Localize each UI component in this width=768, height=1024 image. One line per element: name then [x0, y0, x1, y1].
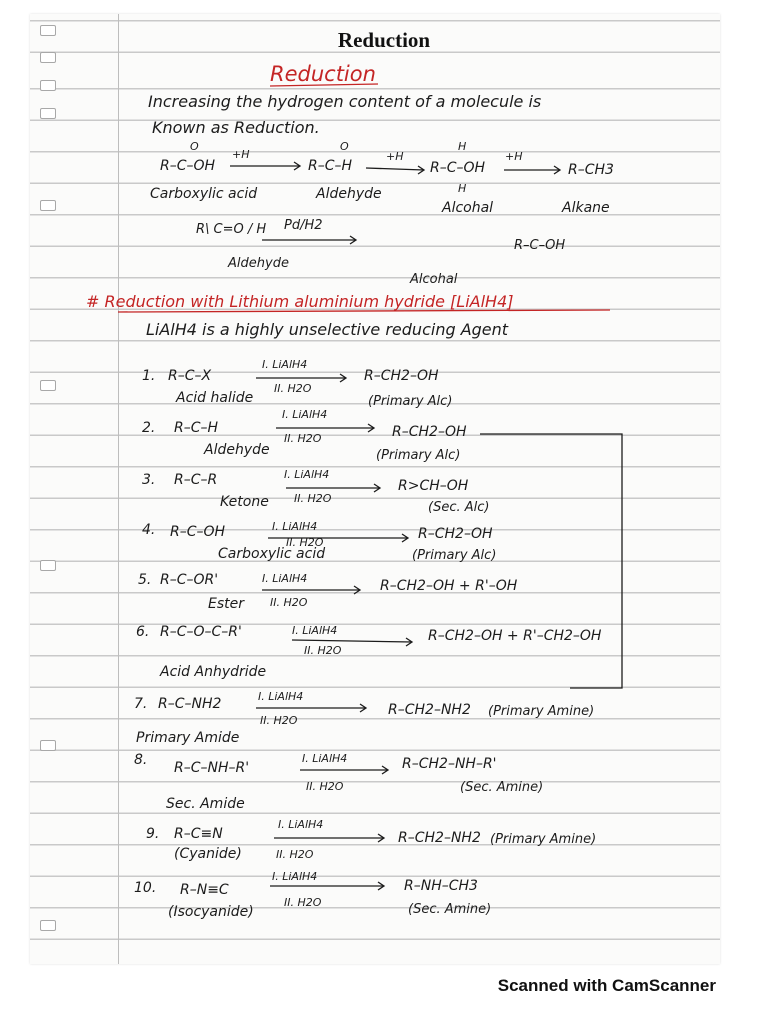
reaction-9-reactant: R–C≡N [174, 826, 223, 842]
reaction-4-reagent-bottom: II. H2O [286, 536, 324, 549]
reaction-1-product: R–CH2–OH [364, 368, 439, 384]
reaction-1-reagent-top: I. LiAlH4 [262, 358, 308, 371]
hydrogenation-reactant: R\ C=O / H [196, 222, 267, 237]
reaction-1-reactant: R–C–X [168, 368, 212, 384]
reaction-5-number: 5. [138, 572, 152, 588]
reaction-4-product: R–CH2–OH [418, 526, 493, 542]
reaction-2-number: 2. [142, 420, 156, 436]
reaction-7-reagent-bottom: II. H2O [260, 714, 298, 727]
arrow-3 [286, 484, 380, 492]
reaction-4-number: 4. [142, 522, 156, 538]
arrow-6 [292, 638, 412, 646]
scanner-watermark: Scanned with CamScanner [497, 976, 716, 995]
definition-line-1: Increasing the hydrogen content of a molecule is [148, 92, 542, 111]
reaction-4-reagent-top: I. LiAlH4 [272, 520, 318, 533]
reaction-5-product: R–CH2–OH + R'–OH [380, 578, 518, 594]
reaction-9-number: 9. [146, 826, 160, 842]
chain-formula-4: R–CH3 [568, 162, 614, 178]
page-title: Reduction [337, 28, 431, 52]
reaction-3-reactant: R–C–R [174, 472, 218, 488]
reaction-5-name: Ester [208, 596, 244, 612]
reaction-8-number: 8. [134, 752, 148, 768]
reaction-4-note: (Primary Alc) [412, 548, 497, 563]
reaction-6-reagent-bottom: II. H2O [304, 644, 342, 657]
reaction-5-reagent-bottom: II. H2O [270, 596, 308, 609]
reaction-9-reagent-bottom: II. H2O [276, 848, 314, 861]
reaction-7-reactant: R–C–NH2 [158, 696, 222, 712]
arrow-9 [274, 834, 384, 842]
reaction-7-number: 7. [134, 696, 148, 712]
reaction-10-reagent-top: I. LiAlH4 [272, 870, 318, 883]
reaction-9-name: (Cyanide) [174, 846, 242, 862]
reaction-2-product: R–CH2–OH [392, 424, 467, 440]
reaction-3-reagent-top: I. LiAlH4 [284, 468, 330, 481]
reaction-1-name: Acid halide [176, 390, 254, 406]
reaction-1-reagent-bottom: II. H2O [274, 382, 312, 395]
chain-label-4: Alkane [562, 200, 610, 216]
reaction-3-reagent-bottom: II. H2O [294, 492, 332, 505]
reaction-9-product: R–CH2–NH2 [398, 830, 481, 846]
reaction-1-number: 1. [142, 368, 156, 384]
chain-formula-2: R–C–H [308, 158, 353, 174]
hydrogenation-reagent: Pd/H2 [284, 218, 323, 233]
reaction-8-note: (Sec. Amine) [460, 780, 544, 795]
reaction-8-product: R–CH2–NH–R' [402, 756, 497, 772]
reaction-4-reactant: R–C–OH [170, 524, 226, 540]
reaction-10-number: 10. [134, 880, 157, 896]
reaction-3-number: 3. [142, 472, 156, 488]
reaction-8-reactant: R–C–NH–R' [174, 760, 250, 776]
reaction-7-note: (Primary Amine) [488, 704, 595, 719]
reaction-5-reactant: R–C–OR' [160, 572, 219, 588]
reaction-3-note: (Sec. Alc) [428, 500, 490, 515]
chain-reagent-2: +H [386, 150, 404, 163]
right-bracket [480, 434, 622, 688]
reaction-6-reactant: R–C–O–C–R' [160, 624, 242, 640]
chain-arrow-1 [230, 162, 300, 170]
chain-label-3: Alcohal [442, 200, 494, 216]
arrow-7 [256, 704, 366, 712]
chain-top-3: H [458, 140, 467, 153]
reaction-6-number: 6. [136, 624, 150, 640]
chain-arrow-2 [366, 166, 424, 174]
section-note: LiAlH4 is a highly unselective reducing Agent [146, 320, 509, 339]
chain-top-2: O [340, 140, 349, 153]
reaction-3-product: R>CH–OH [398, 478, 469, 494]
reaction-2-note: (Primary Alc) [376, 448, 461, 463]
arrow-5 [262, 586, 360, 594]
reaction-8-reagent-top: I. LiAlH4 [302, 752, 348, 765]
chain-label-2: Aldehyde [316, 186, 382, 202]
reaction-7-reagent-top: I. LiAlH4 [258, 690, 304, 703]
reaction-2-reagent-bottom: II. H2O [284, 432, 322, 445]
arrow-2 [276, 424, 374, 432]
chain-arrow-3 [504, 166, 560, 174]
hydrogenation-arrow [262, 236, 356, 244]
reaction-9-note: (Primary Amine) [490, 832, 597, 847]
chain-reagent-1: +H [232, 148, 250, 161]
definition-line-2: Known as Reduction. [152, 118, 320, 137]
reaction-6-name: Acid Anhydride [160, 664, 267, 680]
reaction-10-product: R–NH–CH3 [404, 878, 478, 894]
reaction-7-product: R–CH2–NH2 [388, 702, 471, 718]
reaction-10-note: (Sec. Amine) [408, 902, 492, 917]
chain-bottom-3: H [458, 182, 467, 195]
reaction-6-reagent-top: I. LiAlH4 [292, 624, 338, 637]
reaction-10-name: (Isocyanide) [168, 904, 254, 920]
reaction-8-name: Sec. Amide [166, 796, 245, 812]
reaction-2-reagent-top: I. LiAlH4 [282, 408, 328, 421]
hydrogenation-reactant-label: Aldehyde [228, 256, 289, 271]
reaction-10-reagent-bottom: II. H2O [284, 896, 322, 909]
reaction-10-reactant: R–N≡C [180, 882, 229, 898]
arrow-1 [256, 374, 346, 382]
reaction-2-name: Aldehyde [204, 442, 270, 458]
chain-top-1: O [190, 140, 199, 153]
underline-section [118, 310, 610, 312]
chain-formula-3: R–C–OH [430, 160, 486, 176]
reaction-5-reagent-top: I. LiAlH4 [262, 572, 308, 585]
reaction-2-reactant: R–C–H [174, 420, 219, 436]
reaction-8-reagent-bottom: II. H2O [306, 780, 344, 793]
reaction-6-product: R–CH2–OH + R'–CH2–OH [428, 628, 602, 644]
reaction-4-name: Carboxylic acid [218, 546, 326, 562]
handwritten-heading: Reduction [270, 62, 376, 86]
reaction-3-name: Ketone [220, 494, 269, 510]
arrow-10 [270, 882, 384, 890]
section-heading: # Reduction with Lithium aluminium hydride [LiAlH4] [86, 292, 514, 311]
reaction-7-name: Primary Amide [136, 730, 240, 746]
chain-formula-1: R–C–OH [160, 158, 216, 174]
chain-label-1: Carboxylic acid [150, 186, 258, 202]
reaction-1-note: (Primary Alc) [368, 394, 453, 409]
chain-reagent-3: +H [505, 150, 523, 163]
arrow-8 [300, 766, 388, 774]
reaction-9-reagent-top: I. LiAlH4 [278, 818, 324, 831]
hydrogenation-product-label: Alcohal [410, 272, 458, 287]
hydrogenation-product: R–C–OH [514, 238, 566, 253]
underline-heading [270, 84, 378, 86]
arrow-4 [268, 534, 408, 542]
